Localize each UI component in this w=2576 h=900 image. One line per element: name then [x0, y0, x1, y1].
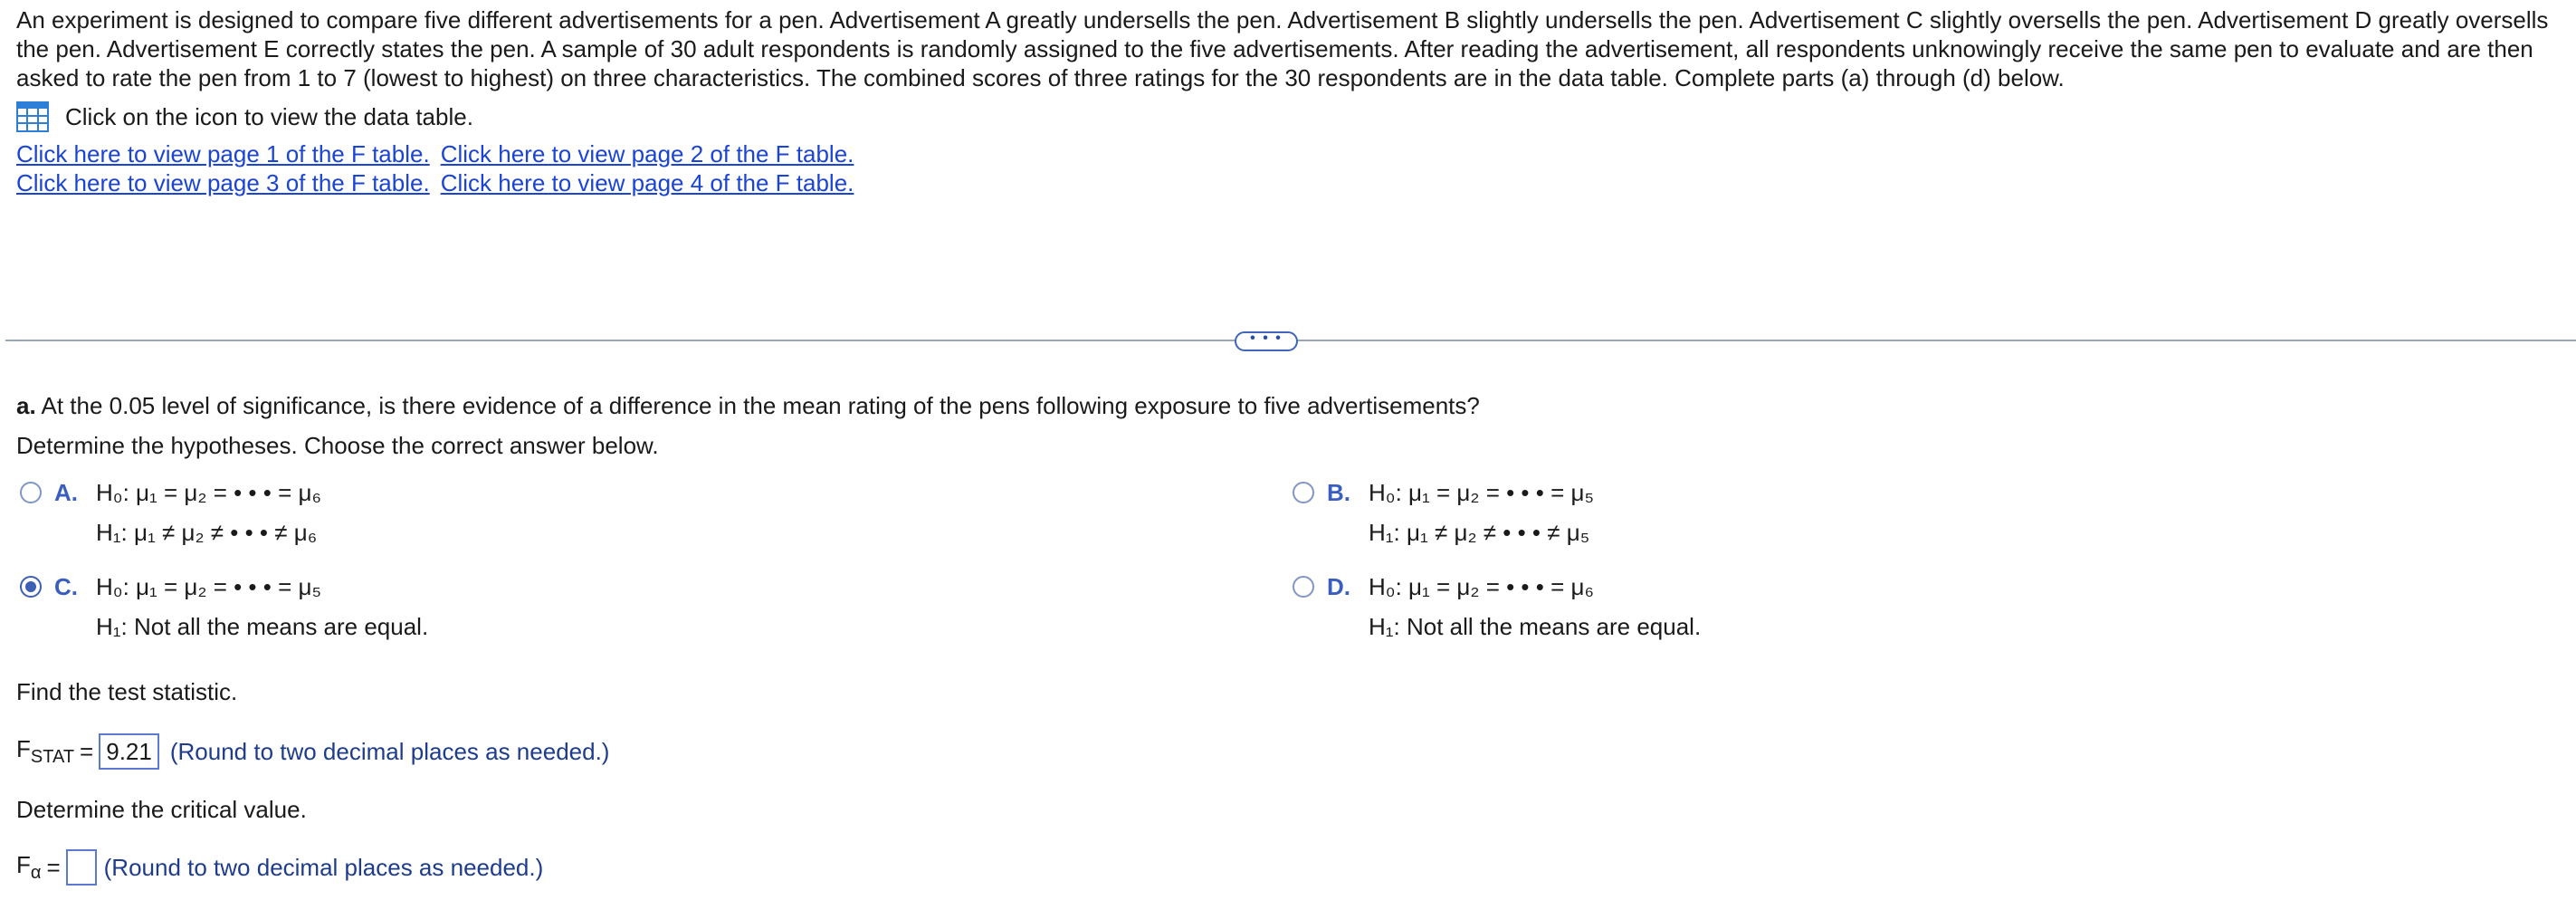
- option-c-h0: H₀: μ₁ = μ₂ = • • • = μ₅: [96, 573, 321, 600]
- f-table-page-4-link[interactable]: Click here to view page 4 of the F table.: [440, 169, 854, 196]
- expand-button[interactable]: [1235, 331, 1298, 351]
- option-b[interactable]: [1293, 478, 1594, 552]
- f-table-page-1-link[interactable]: Click here to view page 1 of the F table.: [16, 140, 430, 168]
- f-table-page-3-link[interactable]: Click here to view page 3 of the F table.: [16, 169, 430, 196]
- fstat-row: $F_{STAT}$ = 9.21 (Round to two decimal places as needed.): [16, 733, 609, 770]
- fstat-round-hint: (Round to two decimal places as needed.): [169, 737, 610, 765]
- option-a-letter: A.: [54, 479, 78, 506]
- hypotheses-instruction: Determine the hypotheses. Choose the correct answer below.: [16, 432, 659, 459]
- option-a-radio[interactable]: [20, 482, 42, 503]
- part-a-question: [16, 391, 1480, 420]
- falpha-label: $F_\alpha$: [16, 850, 42, 884]
- option-a[interactable]: [20, 478, 321, 552]
- f-table-page-2-link[interactable]: Click here to view page 2 of the F table.: [440, 140, 854, 168]
- option-a-h1: H₁: μ₁ ≠ μ₂ ≠ • • • ≠ μ₆: [96, 519, 318, 546]
- option-b-radio[interactable]: [1293, 482, 1314, 503]
- option-a-h0: H₀: μ₁ = μ₂ = • • • = μ₆: [96, 479, 321, 506]
- option-d-radio[interactable]: [1293, 576, 1314, 598]
- option-c-letter: C.: [54, 573, 78, 600]
- critical-value-prompt: Determine the critical value.: [16, 796, 307, 823]
- option-c-h1: H₁: Not all the means are equal.: [96, 613, 429, 640]
- option-c[interactable]: [20, 572, 428, 646]
- option-d[interactable]: [1293, 572, 1701, 646]
- option-b-h1: H₁: μ₁ ≠ μ₂ ≠ • • • ≠ μ₅: [1369, 519, 1590, 546]
- option-b-h0: H₀: μ₁ = μ₂ = • • • = μ₅: [1369, 479, 1594, 506]
- ellipsis-icon: • • •: [1250, 330, 1283, 346]
- part-a-question-text: At the 0.05 level of significance, is there evidence of a difference in the mean rating of the pens following exposure to five advertisements?: [41, 392, 1480, 419]
- falpha-round-hint: (Round to two decimal places as needed.): [103, 853, 544, 881]
- problem-intro: An experiment is designed to compare five different advertisements for a pen. Advertisement A greatly undersells the pen. Advertisement B slightly undersells the pen. Advertisement C slightly oversells the pen. Advertisement D greatly oversells the pen. Advertisement E correctly states the pen. A sample of 30 adult respondents is randomly assigned to the five advertisements. After reading the advertisement, all respondents unknowingly receive the same pen to evaluate and are then asked to rate the pen from 1 to 7 (lowest to highest) on three characteristics. The combined scores of three ratings for the 30 respondents are in the data table. Complete parts (a) through (d) below.: [16, 6, 2549, 91]
- f-table-links: [16, 139, 864, 197]
- option-d-letter: D.: [1327, 573, 1350, 600]
- falpha-row: $F_\alpha$ = (Round to two decimal places as needed.): [16, 849, 543, 886]
- option-d-h1: H₁: Not all the means are equal.: [1369, 613, 1702, 640]
- data-table-row[interactable]: [16, 101, 473, 132]
- option-b-letter: B.: [1327, 479, 1350, 506]
- fstat-label: $F_{STAT}$: [16, 734, 75, 768]
- part-a-label: a.: [16, 392, 36, 419]
- falpha-input[interactable]: [66, 849, 97, 886]
- data-table-prompt: Click on the icon to view the data table.: [65, 102, 473, 130]
- option-c-radio[interactable]: [20, 576, 42, 598]
- data-table-icon[interactable]: [16, 101, 49, 132]
- test-statistic-prompt: Find the test statistic.: [16, 678, 238, 705]
- fstat-input[interactable]: 9.21: [99, 733, 159, 770]
- option-d-h0: H₀: μ₁ = μ₂ = • • • = μ₆: [1369, 573, 1594, 600]
